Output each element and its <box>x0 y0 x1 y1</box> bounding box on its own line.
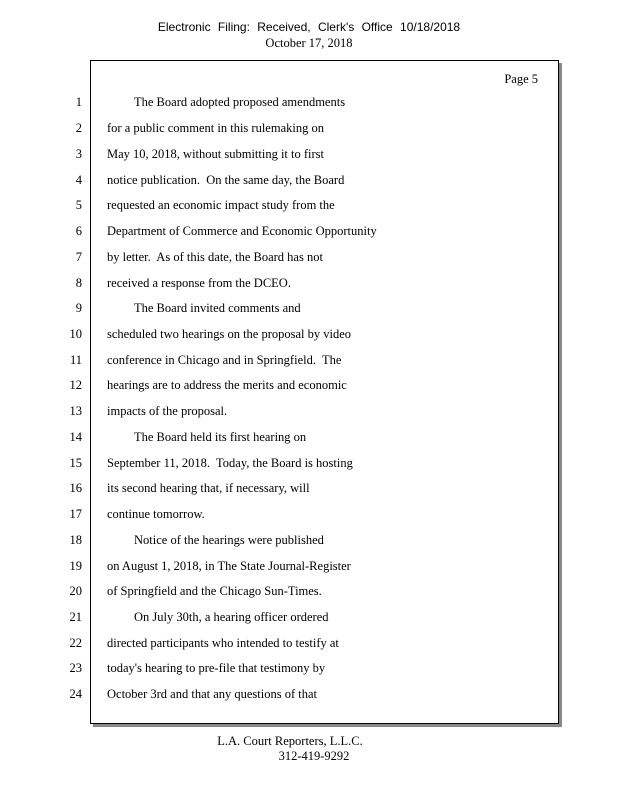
transcript-line: of Springfield and the Chicago Sun-Times. <box>107 584 322 598</box>
filing-stamp-header: Electronic Filing: Received, Clerk's Office 10/18/2018 <box>157 20 461 34</box>
transcript-line: The Board held its first hearing on <box>134 430 307 444</box>
line-number: 17 <box>69 507 82 521</box>
line-number: 2 <box>75 121 82 135</box>
line-number: 18 <box>69 533 82 547</box>
line-number: 20 <box>69 584 82 598</box>
line-number: 1 <box>75 95 82 109</box>
transcript-line: impacts of the proposal. <box>107 404 228 418</box>
transcript-line: for a public comment in this rulemaking on <box>107 121 324 135</box>
court-reporter-name: L.A. Court Reporters, L.L.C. <box>217 734 363 748</box>
line-number: 16 <box>69 481 82 495</box>
transcript-line: The Board invited comments and <box>134 301 301 315</box>
line-number: 15 <box>69 456 82 470</box>
line-number: 6 <box>75 224 82 238</box>
transcript-line: by letter. As of this date, the Board has not <box>107 250 323 264</box>
line-number: 24 <box>69 687 82 701</box>
page-number: Page 5 <box>504 72 538 86</box>
transcript-line: directed participants who intended to testify at <box>107 636 339 650</box>
line-number: 11 <box>69 353 82 367</box>
transcript-line: requested an economic impact study from the <box>107 198 335 212</box>
transcript-line: May 10, 2018, without submitting it to first <box>107 147 325 161</box>
line-number: 13 <box>69 404 82 418</box>
transcript-line: received a response from the DCEO. <box>107 276 291 290</box>
line-number: 9 <box>75 301 82 315</box>
line-number: 10 <box>69 327 82 341</box>
line-number: 14 <box>69 430 82 444</box>
transcript-line: October 3rd and that any questions of that <box>107 687 318 701</box>
line-number: 23 <box>69 661 82 675</box>
transcript-line: scheduled two hearings on the proposal by video <box>107 327 352 341</box>
transcript-line: notice publication. On the same day, the Board <box>107 173 345 187</box>
transcript-line: Notice of the hearings were published <box>134 533 324 547</box>
line-number: 8 <box>75 276 82 290</box>
line-number: 5 <box>75 198 82 212</box>
line-number: 21 <box>69 610 82 624</box>
line-number: 3 <box>75 147 82 161</box>
transcript-line: On July 30th, a hearing officer ordered <box>134 610 329 624</box>
transcript-line: The Board adopted proposed amendments <box>134 95 346 109</box>
transcript-line: Department of Commerce and Economic Opportunity <box>107 224 377 238</box>
transcript-line: September 11, 2018. Today, the Board is hosting <box>107 456 353 470</box>
line-number: 4 <box>75 173 82 187</box>
transcript-line: hearings are to address the merits and economic <box>107 378 347 392</box>
line-number: 19 <box>69 559 82 573</box>
line-number: 12 <box>69 378 82 392</box>
transcript-line: conference in Chicago and in Springfield. The <box>107 353 342 367</box>
transcript-line: continue tomorrow. <box>107 507 205 521</box>
line-number: 22 <box>69 636 82 650</box>
court-reporter-phone: 312-419-9292 <box>278 749 350 763</box>
line-number: 7 <box>75 250 82 264</box>
transcript-line: its second hearing that, if necessary, will <box>107 481 310 495</box>
transcript-line: today's hearing to pre-file that testimony by <box>107 661 326 675</box>
transcript-line: on August 1, 2018, in The State Journal-Register <box>107 559 351 573</box>
transcript-date: October 17, 2018 <box>265 36 353 50</box>
